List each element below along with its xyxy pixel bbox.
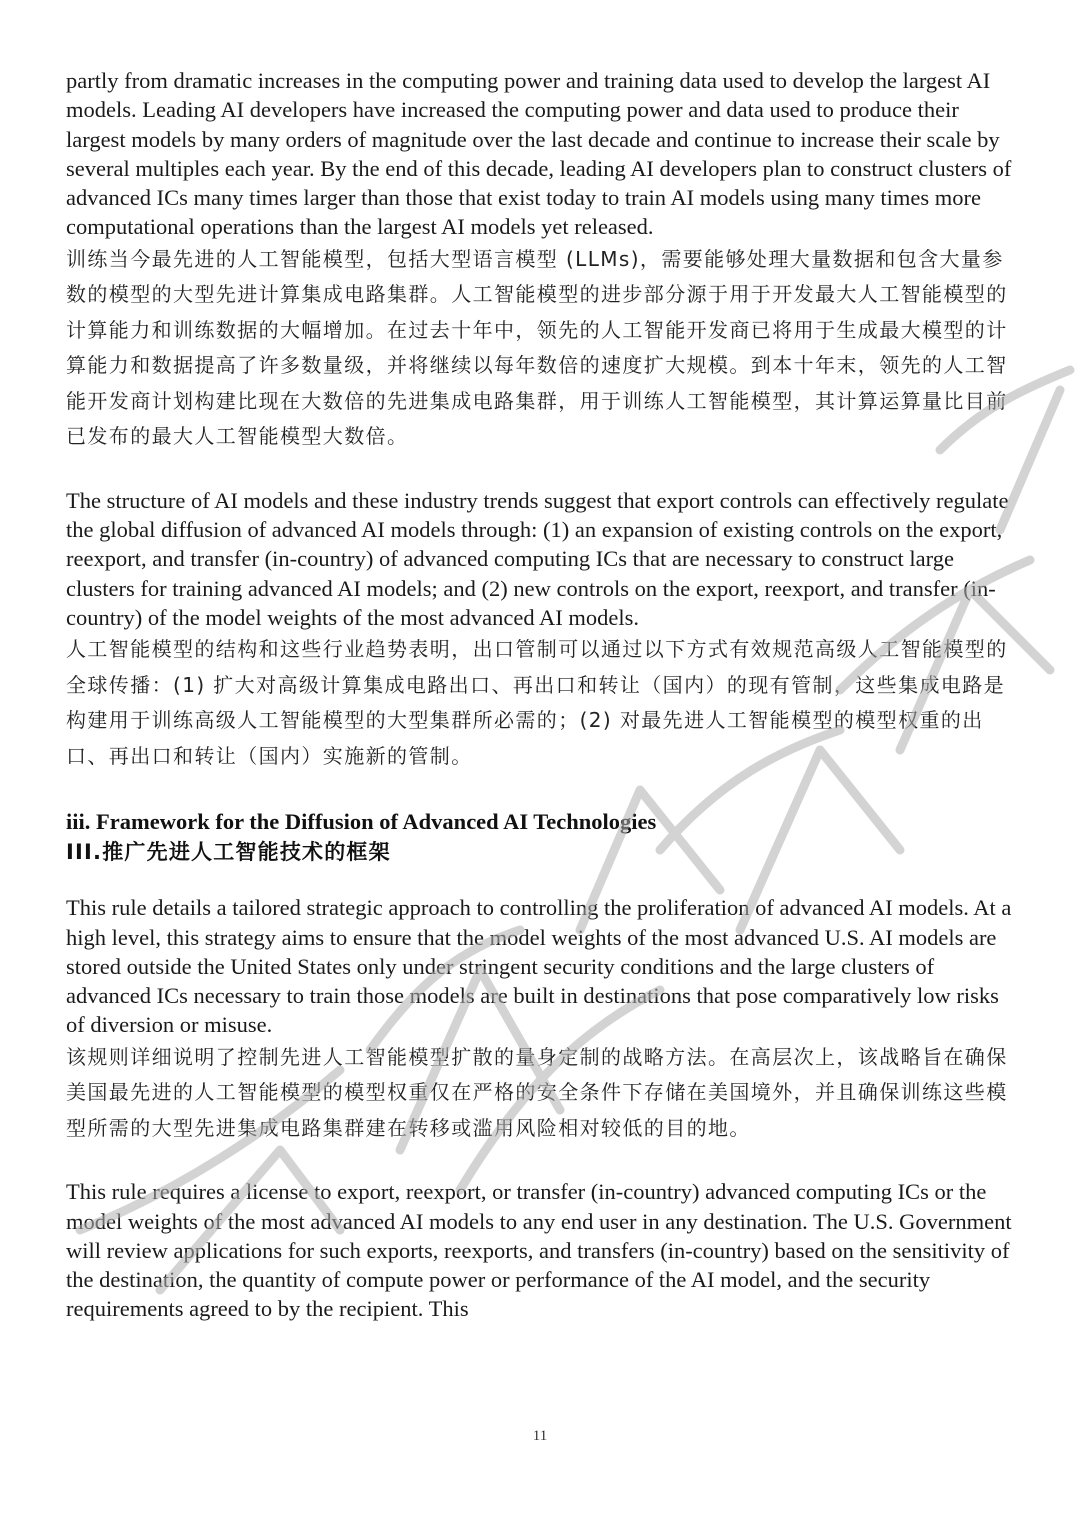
paragraph-2-english: The structure of AI models and these industry trends suggest that export controls can effectively regulate the global diffusion of advanced AI models through: (1) an expansion of existing controls on the export, reexport, and transfer (in-country) of advanced computing ICs that are necessary to construct large clusters for training advanced AI models; and (2) new controls on the export, reexport, and transfer (in-country) of the model weights of the most advanced AI models. [66,487,1009,630]
paragraph-1-english: partly from dramatic increases in the computing power and training data used to develop the largest AI models. Leading AI developers have increased the computing power and data used to produce their largest models by many orders of magnitude over the last decade and continue to increase their scale by several multiples each year. By the end of this decade, leading AI developers plan to construct clusters of advanced ICs many times larger than those that exist today to train AI models using many times more computational operations than the largest AI models yet released. [66,68,1012,240]
paragraph-3-english: This rule details a tailored strategic approach to controlling the proliferation of advanced AI models. At a high level, this strategy aims to ensure that the model weights of the most advanced U.S. AI models are stored outside the United States only under stringent security conditions and the large clusters of advanced ICs necessary to train those models are built in destinations that pose comparatively low risks of diversion or misuse. [66,895,1012,1038]
paragraph-spacer [66,1146,1012,1177]
page-content [66,66,1012,1324]
section-heading-chinese: III.推广先进人工智能技术的框架 [66,840,391,865]
heading-spacer [66,869,1012,893]
section-spacer [66,774,1012,808]
paragraph-4-english: This rule requires a license to export, reexport, or transfer (in-country) advanced computing ICs or the model weights of the most advanced AI models to any end user in any destination. The U.S. Government will review applications for such exports, reexports, and transfers (in-country) based on the sensitivity of the destination, the quantity of compute power or performance of the AI model, and the security requirements agreed to by the recipient. This [66,1179,1012,1322]
section-heading-english: iii. Framework for the Diffusion of Advanced AI Technologies [66,809,657,835]
paragraph-spacer [66,455,1012,486]
paragraph-1-chinese: 训练当今最先进的人工智能模型，包括大型语言模型 (LLMs)，需要能够处理大量数据和包含大量参数的模型的大型先进计算集成电路集群。人工智能模型的进步部分源于用于开发最大人工智能模型的计算能力和训练数据的大幅增加。在过去十年中，领先的人工智能开发商已将用于生成最大模型的计算能力和数据提高了许多数量级，并将继续以每年数倍的速度扩大规模。到本十年末，领先的人工智能开发商计划构建比现在大数倍的先进集成电路集群，用于训练人工智能模型，其计算运算量比目前已发布的最大人工智能模型大数倍。 [66,246,1008,449]
paragraph-3-chinese: 该规则详细说明了控制先进人工智能模型扩散的量身定制的战略方法。在高层次上，该战略旨在确保美国最先进的人工智能模型的模型权重仅在严格的安全条件下存储在美国境外，并且确保训练这些模型所需的大型先进集成电路集群建在转移或滥用风险相对较低的目的地。 [66,1044,1008,1140]
page-number: 11 [532,1428,548,1444]
paragraph-2-chinese: 人工智能模型的结构和这些行业趋势表明，出口管制可以通过以下方式有效规范高级人工智能模型的全球传播：(1) 扩大对高级计算集成电路出口、再出口和转让（国内）的现有管制，这些集成电路是构建用于训练高级人工智能模型的大型集群所必需的；(2) 对最先进人工智能模型的模型权重的出口、再出口和转让（国内）实施新的管制。 [66,637,1008,768]
